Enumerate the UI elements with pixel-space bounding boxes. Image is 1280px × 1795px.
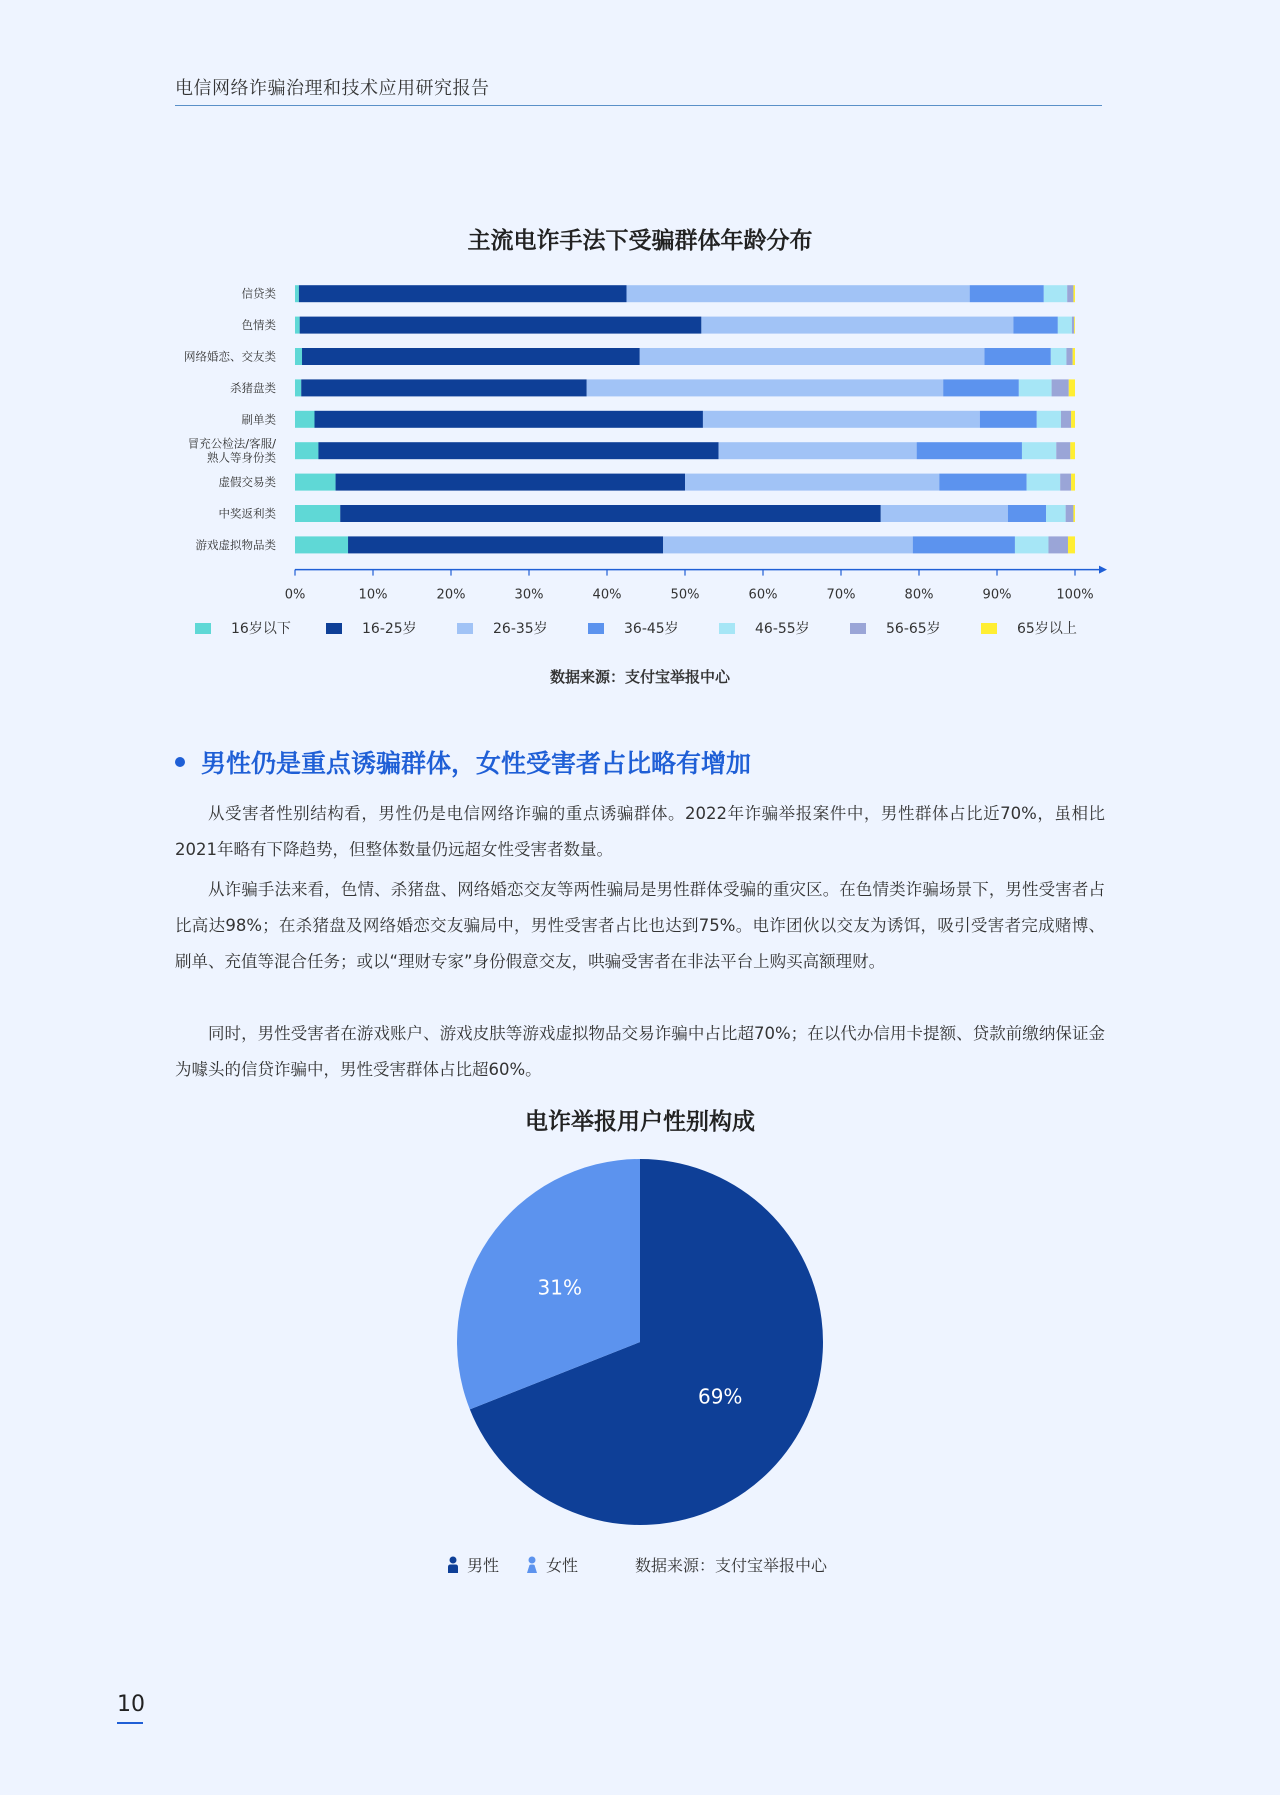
bar-segment xyxy=(1048,536,1068,553)
legend-swatch xyxy=(588,623,604,634)
bar-segment xyxy=(302,348,640,365)
bar-segment xyxy=(1073,505,1075,522)
bar-segment xyxy=(1022,442,1056,459)
category-label: 杀猪盘类 xyxy=(230,380,276,395)
bar-segment xyxy=(315,411,703,428)
bar-segment xyxy=(1074,317,1075,334)
bar-segment xyxy=(1044,285,1067,302)
axis-arrow-icon xyxy=(1099,566,1107,574)
legend-female-label: 女性 xyxy=(546,1556,579,1575)
bar-chart-source: 数据来源：支付宝举报中心 xyxy=(549,668,730,686)
category-label: 虚假交易类 xyxy=(218,475,276,490)
bar-segment xyxy=(970,285,1044,302)
bar-segment xyxy=(295,379,301,396)
x-tick-label: 100% xyxy=(1056,587,1094,602)
legend-item xyxy=(588,618,679,638)
legend-label: 16岁以下 xyxy=(231,621,291,637)
bar-segment xyxy=(703,411,980,428)
bar-segment xyxy=(1051,348,1067,365)
bar-segment xyxy=(1015,536,1049,553)
bar-segment xyxy=(1073,285,1075,302)
bar-segment xyxy=(295,348,302,365)
legend-label: 46-55岁 xyxy=(755,621,810,637)
category-label: 色情类 xyxy=(241,318,276,333)
bar-segment xyxy=(340,505,881,522)
bar-segment xyxy=(318,442,718,459)
x-tick-label: 50% xyxy=(670,587,700,602)
paragraph: 从受害者性别结构看，男性仍是电信网络诈骗的重点诱骗群体。2022年诈骗举报案件中，男性群体占比近70%，虽相比2021年略有下降趋势，但整体数量仍远超女性受害者数量。 xyxy=(175,804,1105,859)
legend-swatch xyxy=(457,623,473,634)
bar-segment xyxy=(587,379,943,396)
legend-male-label: 男性 xyxy=(467,1556,500,1575)
bar-segment xyxy=(1071,411,1075,428)
bar-segment xyxy=(640,348,985,365)
pie-chart-title: 电诈举报用户性别构成 xyxy=(525,1109,755,1135)
legend-male xyxy=(447,1553,499,1576)
legend-swatch xyxy=(326,623,342,634)
bar-segment xyxy=(295,317,300,334)
page-number-underline xyxy=(117,1722,143,1724)
bar-segment xyxy=(1058,317,1072,334)
bar-segment xyxy=(943,379,1019,396)
category-label: 游戏虚拟物品类 xyxy=(195,537,276,552)
person-icon xyxy=(526,1556,538,1574)
legend-label: 56-65岁 xyxy=(886,621,941,637)
legend-label: 16-25岁 xyxy=(362,621,417,637)
bar-segment xyxy=(336,474,685,491)
bar-segment xyxy=(295,474,336,491)
bar-segment xyxy=(295,442,318,459)
bar-segment xyxy=(663,536,913,553)
pie-value-label: 69% xyxy=(697,1384,743,1409)
section-heading-text: 男性仍是重点诱骗群体，女性受害者占比略有增加 xyxy=(201,749,752,778)
category-label: 网络婚恋、交友类 xyxy=(184,349,276,364)
category-label: 中奖返利类 xyxy=(218,506,276,521)
legend-label: 65岁以上 xyxy=(1017,621,1077,637)
bar-segment xyxy=(1060,474,1071,491)
x-tick-label: 30% xyxy=(514,587,544,602)
legend-swatch xyxy=(850,623,866,634)
bar-segment xyxy=(1061,411,1071,428)
bar-segment xyxy=(881,505,1008,522)
bar-chart-title: 主流电诈手法下受骗群体年龄分布 xyxy=(467,228,813,254)
bar-segment xyxy=(1056,442,1070,459)
bar-segment xyxy=(1037,411,1061,428)
bar-segment xyxy=(1052,379,1069,396)
header-divider xyxy=(175,105,1102,106)
bar-segment xyxy=(913,536,1015,553)
section-heading xyxy=(175,744,751,780)
legend-item xyxy=(326,618,417,638)
bar-segment xyxy=(348,536,663,553)
age-distribution-chart xyxy=(0,262,1280,602)
bar-segment xyxy=(1008,505,1046,522)
legend-label: 36-45岁 xyxy=(624,621,679,637)
x-tick-label: 70% xyxy=(826,587,856,602)
legend-item xyxy=(457,618,548,638)
x-tick-label: 10% xyxy=(358,587,388,602)
bar-segment xyxy=(1067,285,1073,302)
bar-segment xyxy=(295,536,348,553)
page-number: 10 xyxy=(117,1692,145,1717)
x-tick-label: 40% xyxy=(592,587,622,602)
bar-segment xyxy=(299,285,627,302)
category-label: 冒充公检法/客服/熟人等身份类 xyxy=(187,436,276,465)
bar-segment xyxy=(1046,505,1066,522)
bar-segment xyxy=(1068,536,1075,553)
x-tick-label: 0% xyxy=(284,587,306,602)
bar-segment xyxy=(1069,379,1075,396)
x-tick-label: 60% xyxy=(748,587,778,602)
bar-segment xyxy=(1066,505,1074,522)
bar-segment xyxy=(685,474,939,491)
bar-segment xyxy=(917,442,1022,459)
legend-label: 26-35岁 xyxy=(493,621,548,637)
bar-segment xyxy=(1071,474,1075,491)
bar-segment xyxy=(301,379,586,396)
x-tick-label: 20% xyxy=(436,587,466,602)
bullet-icon xyxy=(175,757,185,767)
category-label: 信贷类 xyxy=(241,286,276,301)
bar-segment xyxy=(1027,474,1061,491)
legend-item xyxy=(981,618,1077,638)
legend-female xyxy=(526,1553,578,1576)
bar-segment xyxy=(295,505,340,522)
pie-chart-source: 数据来源：支付宝举报中心 xyxy=(635,1556,828,1575)
legend-swatch xyxy=(981,623,997,634)
gender-pie-chart xyxy=(450,1152,830,1532)
bar-segment xyxy=(1070,442,1075,459)
paragraph: 同时，男性受害者在游戏账户、游戏皮肤等游戏虚拟物品交易诈骗中占比超70%；在以代办信用卡提额、贷款前缴纳保证金为噱头的信贷诈骗中，男性受害群体占比超60%。 xyxy=(175,1024,1105,1079)
age-legend xyxy=(195,618,1095,642)
bar-segment xyxy=(719,442,917,459)
running-header: 电信网络诈骗治理和技术应用研究报告 xyxy=(175,78,490,99)
legend-swatch xyxy=(195,623,211,634)
category-label: 刷单类 xyxy=(241,412,276,427)
bar-segment xyxy=(701,317,1013,334)
legend-item xyxy=(195,618,291,638)
bar-segment xyxy=(627,285,970,302)
bar-segment xyxy=(1013,317,1057,334)
bar-segment xyxy=(295,411,315,428)
legend-swatch xyxy=(719,623,735,634)
bar-segment xyxy=(1019,379,1052,396)
legend-item xyxy=(850,618,941,638)
paragraph: 从诈骗手法来看，色情、杀猪盘、网络婚恋交友等两性骗局是男性群体受骗的重灾区。在色情类诈骗场景下，男性受害者占比高达98%；在杀猪盘及网络婚恋交友骗局中，男性受害者占比也达到75%。电诈团伙以交友为诱饵，吸引受害者完成赌博、刷单、充值等混合任务；或以“理财专家”身份假意交友，哄骗受害者在非法平台上购买高额理财。 xyxy=(175,880,1105,971)
bar-segment xyxy=(985,348,1051,365)
bar-segment xyxy=(1066,348,1072,365)
x-tick-label: 90% xyxy=(982,587,1012,602)
pie-value-label: 31% xyxy=(537,1275,583,1300)
x-tick-label: 80% xyxy=(904,587,934,602)
bar-segment xyxy=(295,285,299,302)
bar-segment xyxy=(1072,317,1074,334)
bar-segment xyxy=(1073,348,1075,365)
bar-segment xyxy=(939,474,1026,491)
bar-segment xyxy=(980,411,1037,428)
legend-item xyxy=(719,618,810,638)
bar-segment xyxy=(300,317,702,334)
person-icon xyxy=(447,1556,459,1574)
